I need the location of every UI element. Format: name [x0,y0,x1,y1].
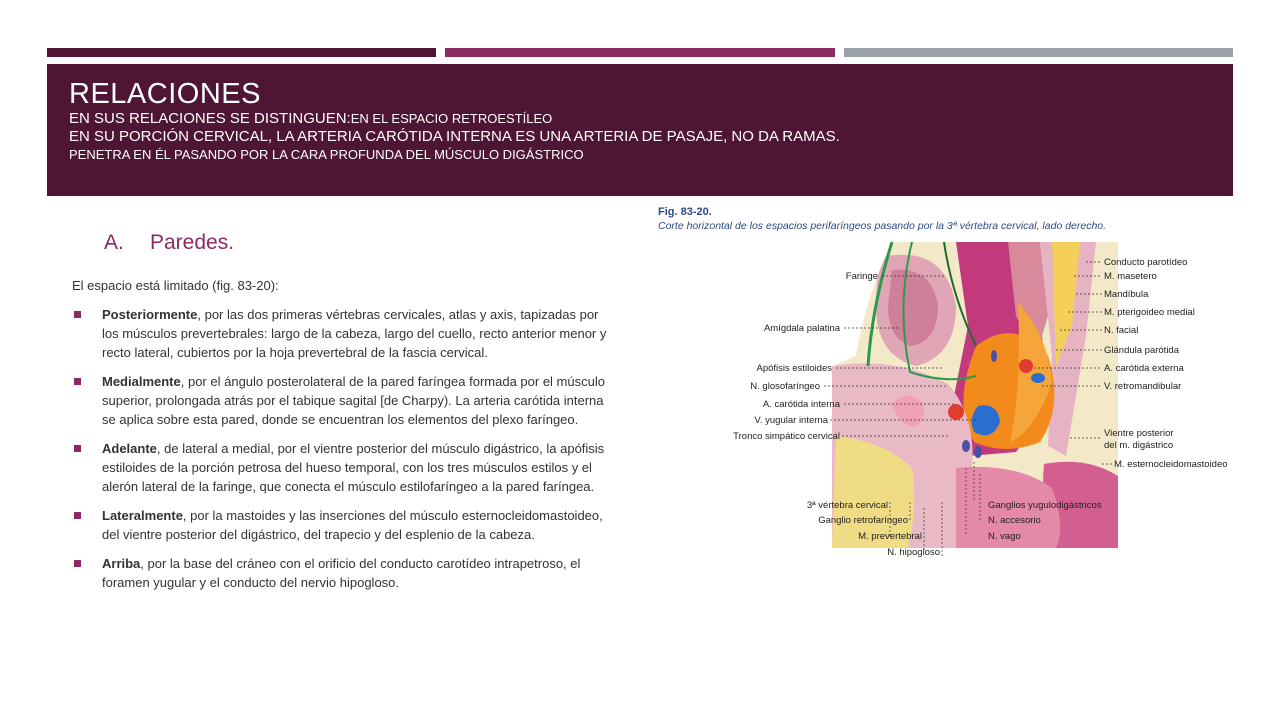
section-letter: A. [104,231,124,254]
label-mandibula: Mandíbula [1104,289,1149,300]
label-masetero: M. masetero [1104,271,1157,282]
label-esternocleidomastoideo: M. esternocleidomastoideo [1114,459,1228,470]
label-glosofaringeo: N. glosofaríngeo [750,381,820,392]
header-line-1-main: EN SUS RELACIONES SE DISTINGUEN: [69,110,351,127]
bullet-marker-icon [74,311,81,318]
header-line-3: PENETRA EN ÉL PASANDO POR LA CARA PROFUNDA DEL MÚSCULO DIGÁSTRICO [69,147,584,162]
label-vertebra: 3ª vértebra cervical [806,500,888,511]
label-pterigoideo: M. pterigoideo medial [1104,307,1195,318]
top-bar-1 [47,48,436,57]
anatomy-figure [656,206,1228,562]
bullet-list [72,305,612,592]
bullet-term: Posteriormente [102,307,198,322]
title-banner [47,64,1233,196]
intro-text: El espacio está limitado (fig. 83-20): [72,278,279,293]
figure-number: Fig. 83-20. [658,206,712,218]
label-accesorio: N. accesorio [988,515,1041,526]
label-carotida-interna: A. carótida interna [762,399,840,410]
label-facial: N. facial [1104,325,1139,336]
bullet-marker-icon [74,378,81,385]
label-digastrico: del m. digástrico [1104,440,1174,451]
list-item [72,439,612,496]
bullet-text: , por la mastoides y las inserciones del músculo esternocleidomastoideo, del vientre posterior del digástrico, del trapecio y del esplenio de la cabeza. [102,508,603,542]
label-apofisis: Apófisis estiloides [756,363,832,374]
label-carotida-externa: A. carótida externa [1104,363,1184,374]
label-amigdala: Amígdala palatina [763,323,840,334]
anatomy-illustration [656,206,1228,562]
slide-title: RELACIONES [69,78,261,110]
list-item [72,372,612,429]
bullet-marker-icon [74,512,81,519]
top-bar-3 [844,48,1233,57]
top-bar-2 [445,48,834,57]
label-vago: N. vago [988,531,1021,542]
label-hipogloso: N. hipogloso [887,547,940,558]
header-line-1 [69,110,1211,128]
figure-caption: Corte horizontal de los espacios perifaríngeos pasando por la 3ª vértebra cervical, lado derecho. [658,220,1107,232]
header-line-1-rest: EN EL ESPACIO RETROESTÍLEO [350,111,553,126]
label-conducto-parotideo: Conducto parotídeo [1104,257,1188,268]
list-item [72,554,612,592]
bullet-text: , por las dos primeras vértebras cervicales, atlas y axis, tapizadas por los músculos prevertebrales: largo de la cabeza, largo del cuello, recto anterior menor y recto lateral, cubiertos por la hoja prevertebral de la fascia cervical. [102,307,607,360]
header-line-2: EN SU PORCIÓN CERVICAL, LA ARTERIA CARÓTIDA INTERNA ES UNA ARTERIA DE PASAJE, NO DA RAMAS. [69,128,840,145]
bullet-term: Medialmente [102,374,181,389]
label-faringe: Faringe [845,271,878,282]
bullet-term: Adelante [102,441,157,456]
bullet-text: , por la base del cráneo con el orificio del conducto carotídeo intrapetroso, el foramen yugular y el conducto del nervio hipogloso. [102,556,581,590]
top-decorative-bars [47,48,1233,57]
body-text [72,276,612,602]
bullet-term: Arriba [102,556,141,571]
label-tronco-simpatico: Tronco simpático cervical [733,431,840,442]
label-yugular-interna: V. yugular interna [754,415,828,426]
label-retromandibular: V. retromandibular [1104,381,1182,392]
label-vientre-posterior: Vientre posterior [1104,428,1174,439]
bullet-text: , por el ángulo posterolateral de la pared faríngea formada por el músculo superior, prolongada atrás por el tabique sagital [de Charpy). La arteria carótida interna se aplica sobre esta pared, donde se encuentran los elementos del plexo faríngeo. [102,374,605,427]
section-heading [104,231,234,255]
label-prevertebral: M. prevertebral [858,531,922,542]
bullet-marker-icon [74,560,81,567]
list-item [72,305,612,362]
bullet-marker-icon [74,445,81,452]
label-ganglio-retrofaringeo: Ganglio retrofaríngeo [818,515,908,526]
list-item [72,506,612,544]
bullet-term: Lateralmente [102,508,183,523]
label-parotida: Glándula parótida [1104,345,1179,356]
label-ganglios-yugulo: Ganglios yugulodigástricos [988,500,1102,511]
section-title: Paredes. [150,231,235,254]
bullet-text: , de lateral a medial, por el vientre posterior del músculo digástrico, la apófisis estiloides de la porción petrosa del hueso temporal, con los tres músculos estilos y el alerón lateral de la faringe, que conecta el músculo estilofaríngeo a la pared faríngea. [102,441,605,494]
